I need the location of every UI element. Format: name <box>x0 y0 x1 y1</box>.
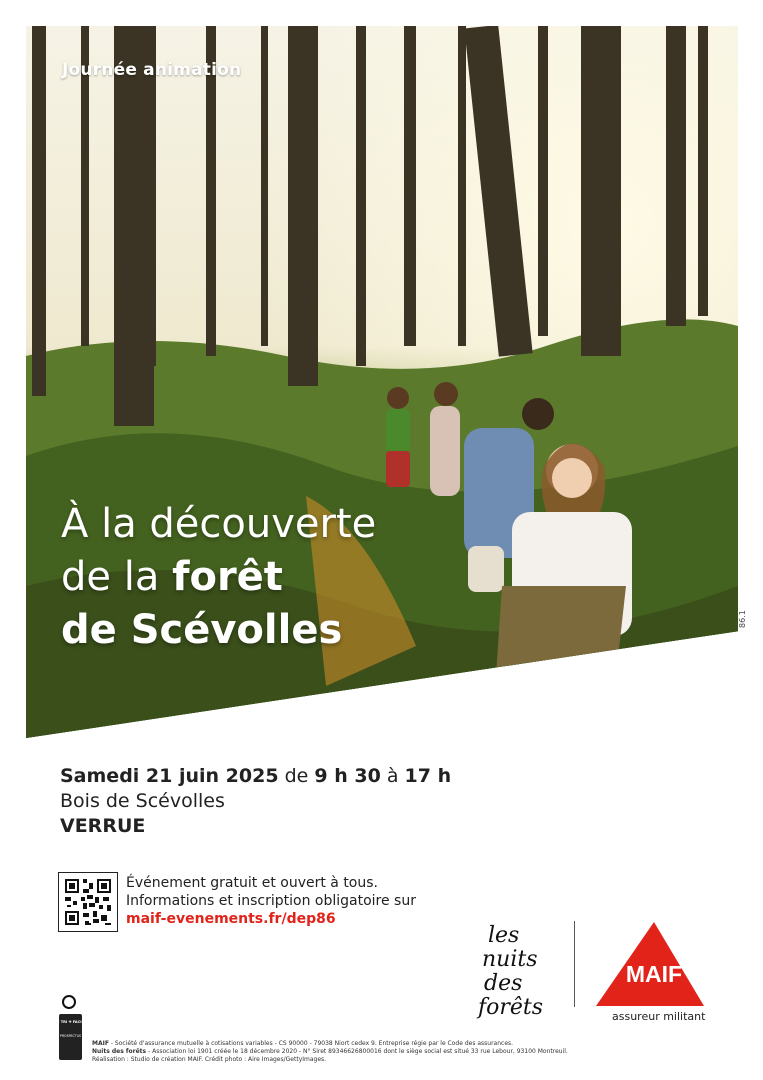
maif-logo-text: MAIF <box>625 961 683 987</box>
headline-line-3: de Scévolles <box>61 607 343 653</box>
event-type-tag: Journée animation <box>62 60 242 80</box>
nuits-logo-forets: forêts <box>478 995 544 1020</box>
info-line-1: Événement gratuit et ouvert à tous. <box>126 875 378 891</box>
event-datetime <box>60 764 451 789</box>
tri-facile-logo <box>54 992 87 1062</box>
headline-line-2-bold: forêt <box>172 554 283 600</box>
nuits-des-forets-logo <box>476 920 556 1020</box>
event-start-time: 9 h 30 <box>314 765 381 787</box>
headline-line-2-normal: de la <box>61 554 173 600</box>
legal-maif: MAIF - Société d'assurance mutuelle à cotisations variables - CS 90000 - 79038 Niort cedex 9. Entreprise régie par le Code des assurances. <box>92 1040 514 1047</box>
headline-line-1: À la découverte <box>61 501 377 547</box>
nuits-logo-des: des <box>484 971 523 996</box>
reference-code: 86.1 <box>738 610 747 628</box>
event-end-time: 17 h <box>404 765 452 787</box>
event-town: VERRUE <box>60 815 146 837</box>
headline <box>61 498 376 657</box>
tri-label: LE TRI ✚ FACILE <box>54 1020 87 1024</box>
event-details <box>60 764 451 839</box>
registration-link[interactable]: maif-evenements.fr/dep86 <box>126 911 336 927</box>
tri-prospectus: PROSPECTUS <box>59 1034 82 1038</box>
maif-tagline: assureur militant <box>612 1010 706 1023</box>
legal-credit: Réalisation : Studio de création MAIF. Crédit photo : Aire Images/GettyImages. <box>92 1056 327 1063</box>
event-date: Samedi 21 juin 2025 <box>60 765 279 787</box>
logo-separator <box>574 921 575 1007</box>
nuits-logo-nuits: nuits <box>482 947 538 972</box>
qr-code[interactable] <box>58 872 118 932</box>
legal-nuits: Nuits des forêts - Association loi 1901 créée le 18 décembre 2020 - N° Siret 89346626800016 dont le siège social est situé 33 rue Lebour, 93100 Montreuil. <box>92 1048 568 1055</box>
event-place: Bois de Scévolles <box>60 790 225 812</box>
event-from-text: de <box>278 765 315 787</box>
headline-line-2 <box>61 551 376 604</box>
legal-notice <box>92 1040 568 1064</box>
registration-info <box>126 874 416 928</box>
info-line-2: Informations et inscription obligatoire sur <box>126 893 416 909</box>
maif-logo <box>596 922 704 1006</box>
event-to-text: à <box>380 765 405 787</box>
nuits-logo-les: les <box>488 923 520 948</box>
